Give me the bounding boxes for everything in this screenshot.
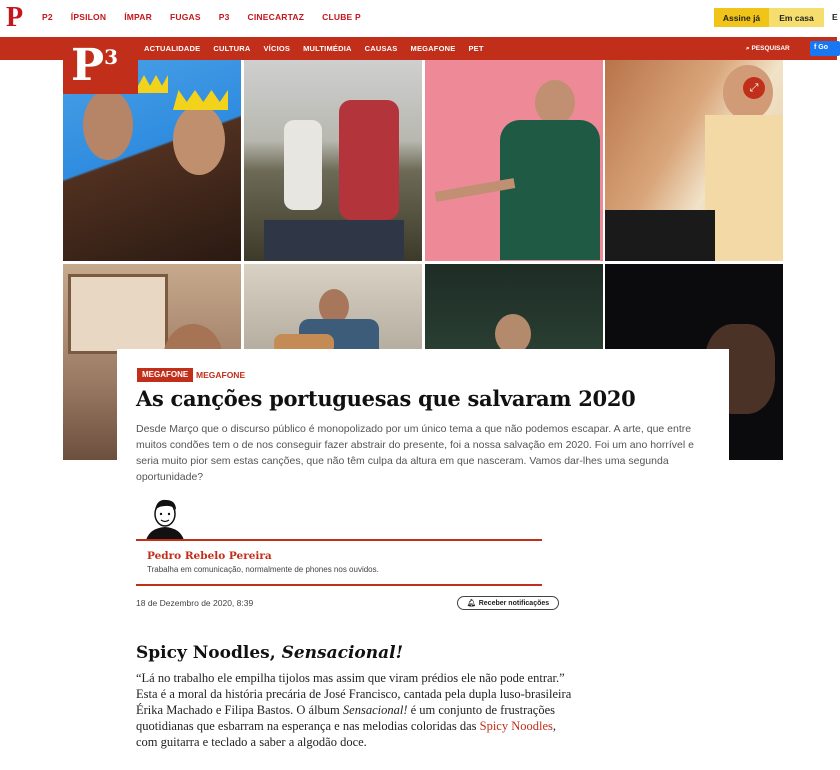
nav-item-multimedia[interactable]: MULTIMÉDIA bbox=[303, 44, 352, 53]
p3-logo[interactable] bbox=[63, 37, 138, 94]
notifications-button[interactable] bbox=[457, 596, 559, 610]
nav-items bbox=[144, 44, 497, 53]
facebook-button[interactable] bbox=[810, 41, 840, 56]
body-text-1: “Lá no trabalho ele empilha tijolos mas assim que viram prédios ele não pode entrar.” Esta é a moral da história precária de José Francisco, cantada pela dupla luso-brasileira Érika Machado e Filipa Bastos. O álbum bbox=[136, 671, 572, 717]
nav-item-pet[interactable]: PET bbox=[468, 44, 484, 53]
brand-link-clube-p[interactable]: CLUBE P bbox=[322, 12, 361, 22]
p3-logo-letter: P bbox=[71, 40, 105, 91]
top-extra-link[interactable]: E bbox=[832, 12, 838, 22]
section-link[interactable]: MEGAFONE bbox=[196, 370, 246, 380]
author-name[interactable]: Pedro Rebelo Pereira bbox=[147, 550, 272, 562]
brand-link-ipsilon[interactable]: ÍPSILON bbox=[70, 12, 107, 22]
nav-item-cultura[interactable]: CULTURA bbox=[213, 44, 251, 53]
nav-item-megafone[interactable]: MEGAFONE bbox=[410, 44, 456, 53]
body-text-2: é um conjunto de frustrações quotidianas que esbarram na esperança e nas melodias coloridas das bbox=[136, 703, 556, 733]
article-lede: Desde Março que o discurso público é monopolizado por um único tema a que não podemos escapar. A arte, que entre muitos condões tem o de nos conseguir fazer abstrair do presente, foi a nossa salvação em 2020. Foi um ano horrível e seria muito pior sem estas canções, que não têm culpa da altura em que nasceram. Vamos dar-lhes uma segunda oportunidade? bbox=[136, 423, 694, 483]
facebook-label: Go bbox=[818, 44, 829, 51]
brand-links bbox=[42, 12, 379, 22]
author-bio: Trabalha em comunicação, normalmente de phones nos ouvidos. bbox=[147, 565, 379, 574]
search-icon: ⌕ bbox=[746, 45, 752, 52]
section-heading bbox=[136, 643, 403, 663]
nav-item-causas[interactable]: CAUSAS bbox=[364, 44, 398, 53]
body-text-3: , com guitarra e teclado a saber a algodão doce. bbox=[136, 719, 557, 749]
brand-link-p3[interactable]: P3 bbox=[218, 12, 230, 22]
article-title: As canções portuguesas que salvaram 2020 bbox=[136, 386, 636, 411]
expand-icon: ⤢ bbox=[749, 81, 759, 94]
hero-photo-3 bbox=[425, 60, 603, 261]
spicy-noodles-link[interactable]: Spicy Noodles bbox=[479, 719, 553, 733]
subscribe-button[interactable]: Assine já bbox=[714, 8, 769, 27]
facebook-icon: f bbox=[814, 44, 819, 51]
notifications-label: Receber notificações bbox=[478, 599, 550, 607]
em-casa-button[interactable]: Em casa bbox=[769, 8, 824, 27]
publico-logo[interactable]: P bbox=[6, 2, 24, 33]
publish-date: 18 de Dezembro de 2020, 8:39 bbox=[136, 598, 254, 608]
section-heading-plain: Spicy Noodles, bbox=[136, 643, 282, 663]
hero-photo-2 bbox=[244, 60, 422, 261]
search-label: PESQUISAR bbox=[751, 45, 790, 52]
top-bar bbox=[0, 0, 837, 36]
author-avatar[interactable] bbox=[144, 496, 186, 540]
author-divider-bottom bbox=[136, 584, 542, 586]
subscription-pill bbox=[714, 8, 824, 27]
brand-link-cinecartaz[interactable]: CINECARTAZ bbox=[247, 12, 305, 22]
section-heading-italic: Sensacional! bbox=[281, 643, 404, 663]
brand-link-impar[interactable]: ÍMPAR bbox=[124, 12, 152, 22]
brand-link-p2[interactable]: P2 bbox=[42, 12, 53, 22]
category-tag[interactable]: MEGAFONE bbox=[137, 368, 193, 382]
body-paragraph bbox=[136, 670, 576, 750]
nav-item-vicios[interactable]: VÍCIOS bbox=[263, 44, 291, 53]
author-divider-top bbox=[136, 539, 542, 541]
p3-logo-number: 3 bbox=[104, 45, 119, 69]
bell-icon: 🔔︎ bbox=[466, 600, 476, 607]
body-text-italic: Sensacional! bbox=[342, 703, 408, 717]
brand-link-fugas[interactable]: FUGAS bbox=[169, 12, 201, 22]
search-button[interactable] bbox=[746, 45, 790, 53]
expand-gallery-button[interactable] bbox=[743, 77, 765, 99]
nav-item-actualidade[interactable]: ACTUALIDADE bbox=[144, 44, 201, 53]
